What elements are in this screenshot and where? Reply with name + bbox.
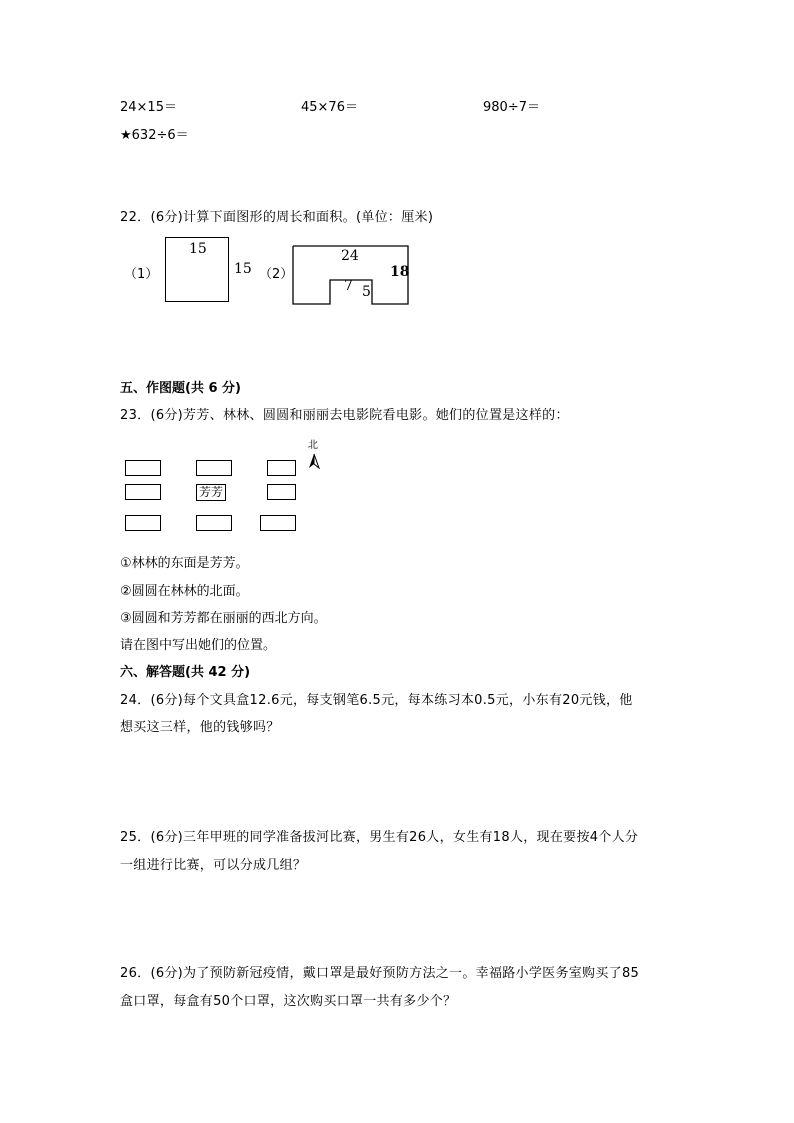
question-26-line-1: 26．(6分)为了预防新冠疫情，戴口罩是最好预防方法之一。幸福路小学医务室购买了85 bbox=[120, 966, 640, 981]
seat-box-fangfang: 芳芳 bbox=[196, 484, 226, 501]
north-label: 北 bbox=[308, 440, 318, 451]
question-25-line-2: 一组进行比赛，可以分成几组？ bbox=[120, 858, 307, 873]
seat-box-r1c3[interactable] bbox=[267, 460, 296, 476]
question-23-text: 23．(6分)芳芳、林林、圆圆和丽丽去电影院看电影。她们的位置是这样的： bbox=[120, 408, 569, 423]
clue-2: ②圆圆在林林的北面。 bbox=[120, 584, 249, 599]
figure-2-side-length: 18 bbox=[390, 264, 410, 280]
figure-1-label: （1） bbox=[124, 267, 159, 282]
seat-box-r3c3[interactable] bbox=[260, 515, 296, 531]
figure-2-top-length: 24 bbox=[341, 248, 359, 264]
calc-item-3: 980÷7＝ bbox=[483, 100, 540, 115]
seat-box-r2c1[interactable] bbox=[125, 484, 161, 500]
figure-2-notch-width: 7 bbox=[344, 278, 353, 294]
seat-box-r1c1[interactable] bbox=[125, 460, 161, 476]
seat-box-r1c2[interactable] bbox=[196, 460, 232, 476]
figure-1-side-length: 15 bbox=[234, 261, 252, 277]
north-arrow-icon bbox=[308, 453, 320, 469]
figure-2-label: （2） bbox=[259, 267, 294, 282]
question-26-line-2: 盒口罩，每盒有50个口罩，这次购买口罩一共有多少个？ bbox=[120, 994, 457, 1009]
clue-3: ③圆圆和芳芳都在丽丽的西北方向。 bbox=[120, 611, 327, 626]
calc-item-4: ★632÷6＝ bbox=[120, 128, 189, 143]
clue-1: ①林林的东面是芳芳。 bbox=[120, 556, 249, 571]
question-22-text: 22．(6分)计算下面图形的周长和面积。(单位：厘米) bbox=[120, 210, 434, 225]
section-5-title: 五、作图题(共 6 分) bbox=[120, 381, 241, 396]
figure-1-top-length: 15 bbox=[189, 241, 207, 257]
question-24-line-2: 想买这三样，他的钱够吗？ bbox=[120, 720, 280, 735]
section-6-title: 六、解答题(共 42 分) bbox=[120, 665, 251, 680]
seat-box-r2c3[interactable] bbox=[267, 484, 296, 500]
calc-item-1: 24×15＝ bbox=[120, 100, 177, 115]
seat-box-r3c2[interactable] bbox=[196, 515, 232, 531]
seat-box-r3c1[interactable] bbox=[125, 515, 161, 531]
question-25-line-1: 25．(6分)三年甲班的同学准备拔河比赛，男生有26人，女生有18人，现在要按4个人分 bbox=[120, 830, 639, 845]
instruction: 请在图中写出她们的位置。 bbox=[120, 638, 277, 653]
calc-item-2: 45×76＝ bbox=[301, 100, 358, 115]
question-24-line-1: 24．(6分)每个文具盒12.6元，每支钢笔6.5元，每本练习本0.5元，小东有20元钱，他 bbox=[120, 693, 633, 708]
figure-2-notch-height: 5 bbox=[362, 284, 371, 300]
